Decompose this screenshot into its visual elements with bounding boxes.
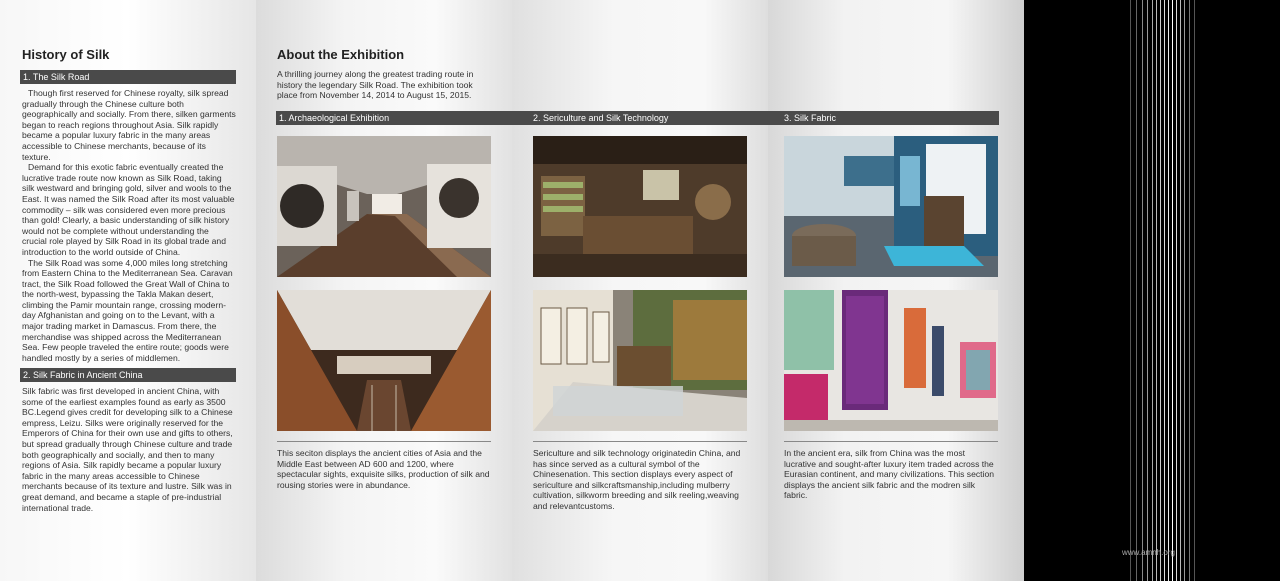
photo-silk-reeling-display [784,136,998,277]
silk-fabric-ancient-text: Silk fabric was first developed in ancient China, with some of the earliest examples found as early as 3500 BC.Legend gives credit for developing silk to a Chinese empress, Leizu. Silks were originally reserved for the Emperors of China for their own use and gifts to others, but spread gradually through Chinese culture and trade both geographically and socially, and then to many regions of Asia. Silk rapidly became a popular luxury fabric in the many areas accessible to Chinese merchants because of its texture and lustre. Silk was in great demand, and became a staple of pre-industrial international trade. [22,386,233,513]
caption-divider [277,441,491,442]
photo-loom-display [533,290,747,431]
section-heading-archaeological: 1. Archaeological Exhibition [276,111,534,125]
caption-divider [784,441,998,442]
silk-road-paragraph: Though first reserved for Chinese royalty, silk spread gradually through the Chinese culture both geographically and socially. From there, silken garments began to reach regions throughout Asia. Silk rapidly became a popular luxury fabric in the many areas accessible to Chinese merchants, because of its texture. [22,88,236,162]
silk-road-text [22,88,236,363]
silk-road-paragraph: The Silk Road was some 4,000 miles long stretching from Eastern China to the Mediterranean Sea. Caravan tract, the Silk Road followed the Great Wall of China to the north-west, bypassing the Takla Makan desert, climbing the Pamir mountain range, crossing modern-day Afghanistan and going on to the Levant, with a major trading market in Damascus. From there, the merchandise was shipped across the Mediterranean Sea. Few people traveled the entire route; goods were handled mostly by a series of middlemen. [22,257,233,363]
photo-gallery-corridor [277,136,491,277]
panel-back-cover [1024,0,1280,581]
photo-silk-textiles [784,290,998,431]
about-intro: A thrilling journey along the greatest trading route in history the legendary Silk Road. The exhibition took place from November 14, 2014 to August 15, 2015. [277,69,474,101]
history-title: History of Silk [22,47,110,62]
photo-curved-hall [277,290,491,431]
silk-road-heading: 1. The Silk Road [20,70,236,84]
silk-road-paragraph: Demand for this exotic fabric eventually created the lucrative trade route now known as Silk Road, taking silk westward and bringing gold, silver and wools to the East. It was named the Silk Road after its most valuable commodity – silk was considered even more precious than gold! Clearly, a basic understanding of silk history would not be complete without understanding the crucial role played by Silk Road in its global trade and introduction to the world outside of China. [22,162,235,257]
silk-fabric-caption: In the ancient era, silk from China was the most lucrative and sought-after luxury item traded across the Eurasian continent, and many civilizations. This section displays the ancient silk fabric and the modren silk fabric. [784,448,995,501]
about-title: About the Exhibition [277,47,405,62]
archaeological-caption: This seciton displays the ancient cities of Asia and the Middle East between AD 600 and 1200, where spectacular sights, exquisite silks, production of silk and rousing stories were in abundance. [277,448,490,490]
section-heading-sericulture: 2. Sericulture and Silk Technology [530,111,784,125]
section-heading-silk-fabric: 3. Silk Fabric [781,111,999,125]
photo-sericulture-room [533,136,747,277]
website-url: www.amnh.org [1122,548,1175,557]
sericulture-caption: Sericulture and silk technology originatedin China, and has since served as a cultural symbol of the Chinesenation. This section displays every aspect of sericulture and silkcraftsmanship,including mulberry cultivation, silkworm breeding and silk reeling,weaving and relevantcustoms. [533,448,741,511]
caption-divider [533,441,747,442]
silk-fabric-ancient-heading: 2. Silk Fabric in Ancient China [20,368,236,382]
